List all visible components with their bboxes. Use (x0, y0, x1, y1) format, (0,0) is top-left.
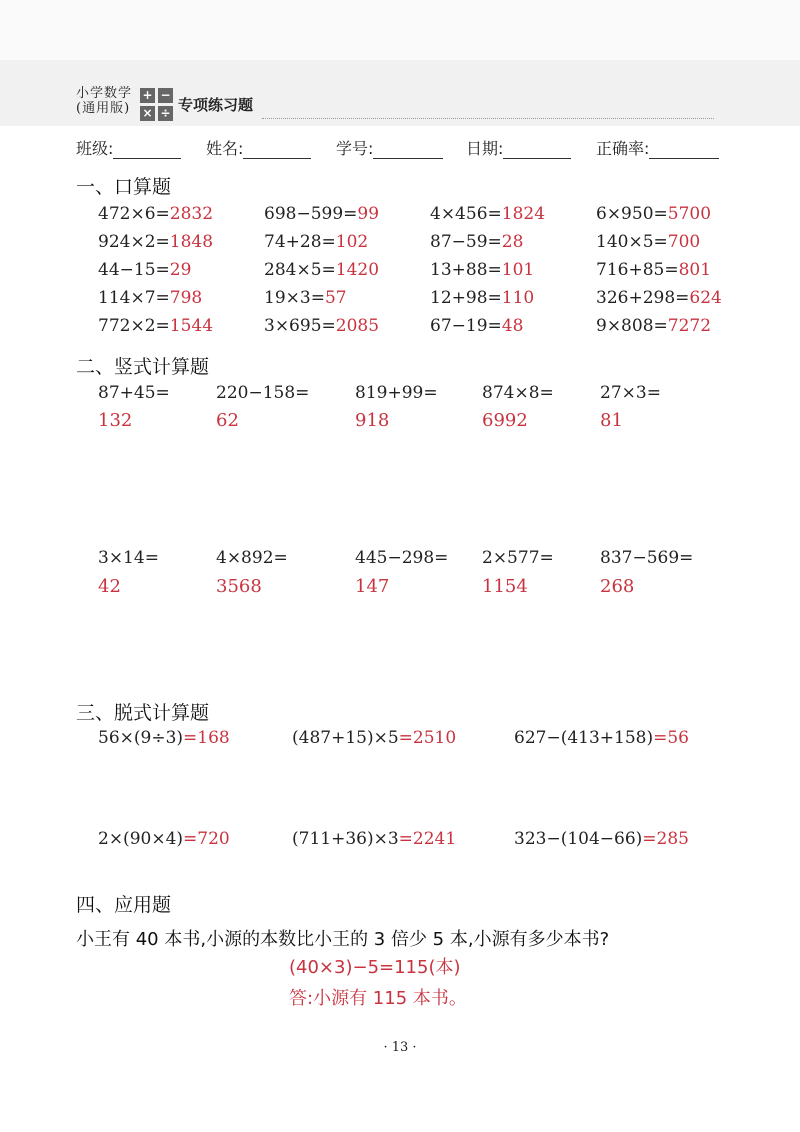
mental-item: 13+88=101 (430, 260, 535, 280)
class-label: 班级: (76, 139, 114, 158)
mental-item: 19×3=57 (264, 288, 347, 308)
vertical-answer: 3568 (216, 576, 262, 597)
vertical-answer: 1154 (482, 576, 528, 597)
section-vertical-calc: 二、竖式计算题 (76, 356, 210, 378)
vertical-question: 3×14= (98, 548, 159, 568)
word-problem-question: 小王有 40 本书,小源的本数比小王的 3 倍少 5 本,小源有多少本书? (76, 929, 610, 950)
divide-icon: ÷ (158, 106, 173, 121)
class-field (76, 136, 181, 159)
accuracy-field (596, 136, 719, 159)
mental-item: 698−599=99 (264, 204, 380, 224)
stepwise-item: 2×(90×4)=720 (98, 829, 230, 849)
vertical-answer: 62 (216, 410, 239, 431)
book-title (76, 86, 132, 116)
stepwise-item: 56×(9÷3)=168 (98, 728, 230, 748)
name-blank[interactable] (243, 140, 311, 159)
id-field (336, 136, 443, 159)
mental-item: 924×2=1848 (98, 232, 214, 252)
vertical-question: 4×892= (216, 548, 288, 568)
mental-item: 284×5=1420 (264, 260, 380, 280)
minus-icon: − (158, 88, 173, 103)
mental-item: 44−15=29 (98, 260, 192, 280)
mental-item: 114×7=798 (98, 288, 203, 308)
mental-item: 140×5=700 (596, 232, 701, 252)
vertical-question: 87+45= (98, 383, 170, 403)
word-problem-solution: (40×3)−5=115(本) (289, 957, 461, 978)
stepwise-item: (487+15)×5=2510 (292, 728, 457, 748)
vertical-question: 27×3= (600, 383, 661, 403)
vertical-answer: 268 (600, 576, 635, 597)
date-blank[interactable] (503, 140, 571, 159)
mental-item: 4×456=1824 (430, 204, 546, 224)
vertical-question: 874×8= (482, 383, 554, 403)
name-label: 姓名: (206, 139, 244, 158)
stepwise-item: 627−(413+158)=56 (514, 728, 689, 748)
vertical-answer: 81 (600, 410, 623, 431)
vertical-question: 2×577= (482, 548, 554, 568)
times-icon: × (140, 106, 155, 121)
mental-item: 6×950=5700 (596, 204, 712, 224)
date-field (466, 136, 571, 159)
book-title-line2: (通用版) (76, 101, 131, 116)
class-blank[interactable] (113, 140, 181, 159)
mental-item: 716+85=801 (596, 260, 712, 280)
mental-item: 326+298=624 (596, 288, 722, 308)
vertical-answer: 6992 (482, 410, 528, 431)
word-problem-answer: 答:小源有 115 本书。 (289, 988, 467, 1009)
vertical-question: 837−569= (600, 548, 694, 568)
stepwise-item: (711+36)×3=2241 (292, 829, 457, 849)
operations-logo (140, 88, 174, 122)
mental-item: 74+28=102 (264, 232, 369, 252)
vertical-question: 220−158= (216, 383, 310, 403)
worksheet-title: 专项练习题 (178, 96, 254, 114)
top-margin (0, 0, 800, 60)
plus-icon: + (140, 88, 155, 103)
book-title-line1: 小学数学 (76, 86, 133, 101)
name-field (206, 136, 311, 159)
accuracy-label: 正确率: (596, 139, 650, 158)
vertical-question: 819+99= (355, 383, 438, 403)
header-divider (262, 118, 714, 119)
date-label: 日期: (466, 139, 504, 158)
vertical-question: 445−298= (355, 548, 449, 568)
id-label: 学号: (336, 139, 374, 158)
mental-item: 472×6=2832 (98, 204, 214, 224)
mental-item: 87−59=28 (430, 232, 524, 252)
stepwise-item: 323−(104−66)=285 (514, 829, 689, 849)
section-word-problem: 四、应用题 (76, 894, 172, 916)
mental-item: 772×2=1544 (98, 316, 214, 336)
vertical-answer: 42 (98, 576, 121, 597)
vertical-answer: 132 (98, 410, 133, 431)
vertical-answer: 147 (355, 576, 390, 597)
section-stepwise-calc: 三、脱式计算题 (76, 702, 210, 724)
mental-item: 12+98=110 (430, 288, 535, 308)
mental-item: 67−19=48 (430, 316, 524, 336)
mental-item: 3×695=2085 (264, 316, 380, 336)
section-mental-math: 一、口算题 (76, 176, 172, 198)
vertical-answer: 918 (355, 410, 390, 431)
id-blank[interactable] (373, 140, 443, 159)
page-number: · 13 · (383, 1040, 417, 1055)
mental-item: 9×808=7272 (596, 316, 712, 336)
accuracy-blank[interactable] (649, 140, 719, 159)
